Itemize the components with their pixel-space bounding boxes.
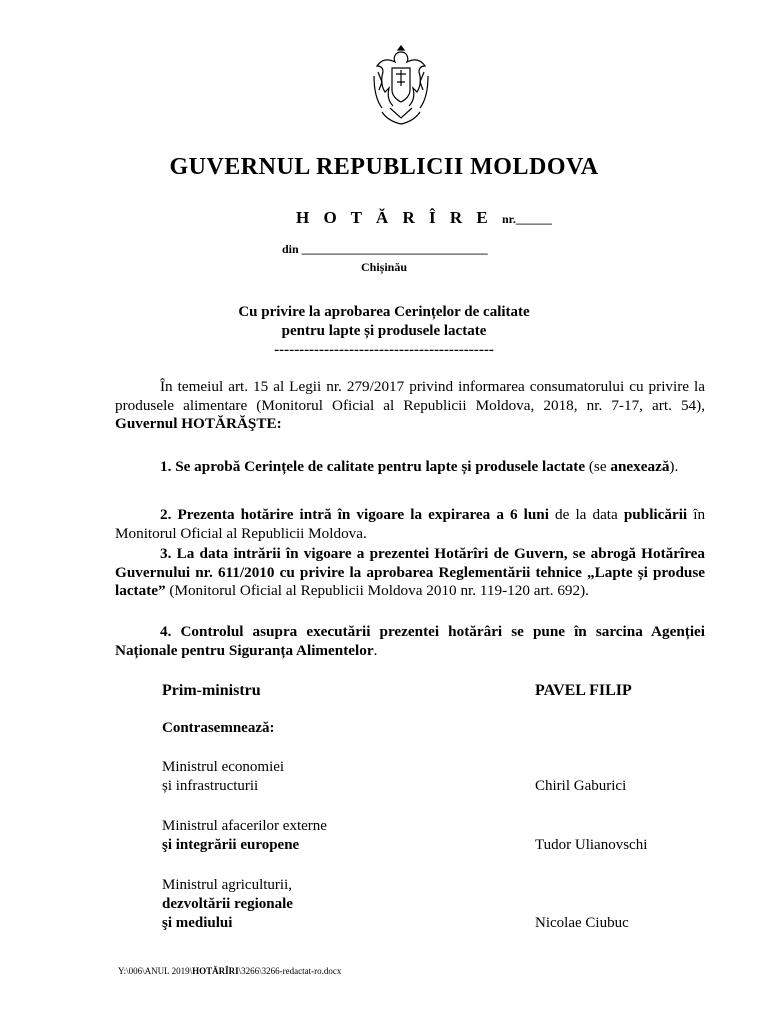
decision-number: nr.______ [501, 212, 552, 226]
minister-1-line-2: și infrastructurii [162, 778, 259, 794]
decision-city: Chișinău [360, 260, 408, 274]
point-number: 2. [160, 506, 172, 523]
point-text: Controlul asupra executării prezentei hotărâri se pune în sarcina Agenției Naționale pentru Siguranța Alimentelor [115, 623, 706, 659]
file-path-folder: HOTĂRÎRI [192, 966, 239, 976]
point-text: Se aprobă Cerințele de calitate pentru lapte și produsele lactate [175, 458, 586, 475]
countersign-label: Contrasemnează: [162, 720, 275, 736]
point-number: 4. [160, 623, 172, 640]
minister-2-name: Tudor Ulianovschi [535, 837, 648, 853]
minister-2-line-1: Ministrul afacerilor externe [162, 818, 327, 834]
pm-name: PAVEL FILIP [535, 682, 632, 699]
decision-heading [296, 208, 552, 228]
pm-title: Prim-ministru [162, 682, 261, 699]
preamble-decree: Guvernul HOTĂRĂŞTE: [115, 415, 282, 432]
file-path-prefix: Y:\006\ANUL 2019\ [118, 966, 193, 976]
preamble [115, 378, 705, 434]
minister-3-name: Nicolae Ciubuc [535, 915, 629, 931]
minister-2-line-2: şi integrării europene [162, 837, 300, 853]
decision-label: H O T Ă R Î R E [296, 208, 493, 227]
point-3 [115, 545, 705, 601]
subject-line-1: Cu privire la aprobarea Cerințelor de calitate [238, 304, 530, 320]
point-text: Prezenta hotărire intră în vigoare la expirarea a 6 luni [177, 506, 549, 523]
subject-line-2: pentru lapte și produsele lactate [281, 323, 487, 339]
point-4 [115, 623, 705, 660]
point-text-plain-2: ). [669, 458, 679, 475]
point-text-plain: . [373, 641, 378, 659]
point-1 [115, 458, 705, 477]
page-title: GUVERNUL REPUBLICII MOLDOVA [169, 154, 599, 180]
point-number: 1. [160, 458, 172, 475]
preamble-text: În temeiul art. 15 al Legii nr. 279/2017 privind informarea consumatorului cu privire la produsele alimentare (Monitorul Oficial al Republicii Moldova, 2018, nr. 7-17, art. 54), [115, 378, 705, 414]
minister-3-line-1: Ministrul agriculturii, [162, 877, 292, 893]
file-path-suffix: \3266\3266-redactat-ro.docx [238, 966, 342, 976]
point-2 [115, 506, 705, 543]
file-path-footer [118, 966, 341, 976]
minister-1-line-1: Ministrul economiei [162, 759, 285, 775]
point-text-plain: (se [585, 458, 607, 475]
coat-of-arms-icon [370, 42, 432, 128]
minister-1-name: Chiril Gaburici [535, 778, 627, 794]
decision-date: din _______________________________ [282, 242, 488, 256]
point-text-2: anexează [610, 458, 670, 475]
point-text: La data intrării în vigoare a prezentei Hotărîri de Guvern, se abrogă Hotărîrea Guvernului nr. 611/2010 cu privire la aprobarea Reglementării tehnice „Lapte și produse lactate” [115, 545, 705, 599]
point-text-plain: de la data [548, 506, 618, 523]
point-number: 3. [160, 545, 172, 562]
subject-rule: -------------------------------------------- [274, 342, 494, 358]
minister-3-line-3: şi mediului [162, 915, 233, 931]
minister-3-line-2: dezvoltării regionale [162, 896, 293, 912]
point-text-plain: (Monitorul Oficial al Republicii Moldova 2010 nr. 119-120 art. 692). [165, 582, 589, 599]
point-text-plain-2: în Monitorul Oficial al Republicii Moldova. [115, 506, 706, 542]
point-text-2: publicării [623, 506, 688, 523]
